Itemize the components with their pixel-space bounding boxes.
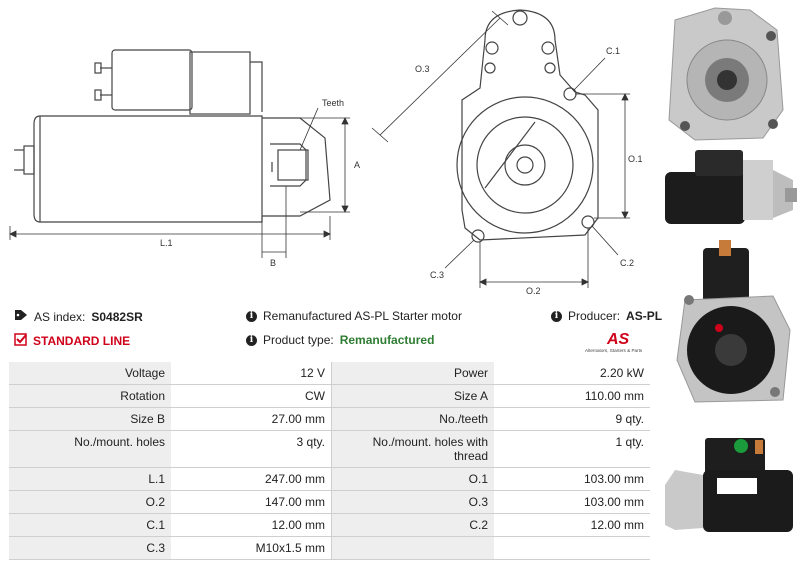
spec-value: 103.00 mm [494,491,650,514]
spec-row [9,468,650,491]
spec-value: 3 qty. [171,431,332,468]
spec-row [9,385,650,408]
technical-drawing [0,0,660,300]
tag-icon [14,309,28,324]
spec-row [9,408,650,431]
label-o1: O.1 [628,154,643,164]
label-o2: O.2 [526,286,541,296]
standard-line-row [14,333,130,349]
spec-label: C.1 [9,514,171,537]
spec-value: M10x1.5 mm [171,537,332,560]
info-icon: i [246,335,257,346]
spec-label: C.3 [9,537,171,560]
logo-text: AS [607,331,630,348]
spec-label: O.2 [9,491,171,514]
spec-value: 12.00 mm [494,514,650,537]
product-type-value: Remanufactured [339,333,435,347]
label-o3: O.3 [415,64,430,74]
spec-row [9,491,650,514]
spec-label: No./teeth [332,408,495,431]
as-index-label: AS index: [34,309,86,324]
spec-value: 12 V [171,362,332,385]
spec-value: 147.00 mm [171,491,332,514]
photo-rear-view [677,240,790,402]
producer-label: Producer: [568,309,621,323]
label-c3: C.3 [430,270,445,280]
spec-label: O.1 [332,468,495,491]
spec-table [9,362,650,560]
spec-row [9,431,650,468]
producer-row [551,309,662,323]
spec-label: C.2 [332,514,495,537]
label-c1: C.1 [606,46,621,56]
spec-value: 12.00 mm [171,514,332,537]
label-a: A [354,160,361,170]
product-description: Remanufactured AS-PL Starter motor [263,309,462,323]
spec-value: 1 qty. [494,431,650,468]
checkbox-icon [14,333,27,349]
as-pl-logo [585,328,655,354]
spec-value: 2.20 kW [494,362,650,385]
photo-front-view [669,8,783,140]
spec-label [332,537,495,560]
spec-label: No./mount. holes [9,431,171,468]
spec-row [9,537,650,560]
product-type-row [246,333,434,347]
spec-value [494,537,650,560]
info-icon: i [246,311,257,322]
spec-value: 27.00 mm [171,408,332,431]
spec-label: O.3 [332,491,495,514]
logo-subtext: Alternators, Starters & Parts [585,348,643,353]
spec-value: 247.00 mm [171,468,332,491]
spec-label: Power [332,362,495,385]
as-index-row [14,309,143,324]
spec-label: Voltage [9,362,171,385]
producer-value: AS-PL [626,309,663,323]
label-c2: C.2 [620,258,635,268]
spec-label: Size B [9,408,171,431]
label-b: B [270,258,277,268]
photo-side-view [665,150,797,224]
spec-row [9,362,650,385]
product-photos [655,0,800,569]
spec-label: No./mount. holes with thread [332,431,495,468]
label-teeth: Teeth [322,98,345,108]
spec-value: CW [171,385,332,408]
spec-row [9,514,650,537]
spec-value: 9 qty. [494,408,650,431]
spec-label: L.1 [9,468,171,491]
spec-label: Rotation [9,385,171,408]
spec-value: 110.00 mm [494,385,650,408]
product-type-label: Product type: [263,333,334,347]
as-index-value: S0482SR [91,309,143,324]
photo-side-view-label [665,438,793,532]
description-row [246,309,462,323]
label-l1: L.1 [160,238,173,248]
spec-label: Size A [332,385,495,408]
info-icon: i [551,311,562,322]
standard-line-label: STANDARD LINE [33,334,131,348]
spec-value: 103.00 mm [494,468,650,491]
